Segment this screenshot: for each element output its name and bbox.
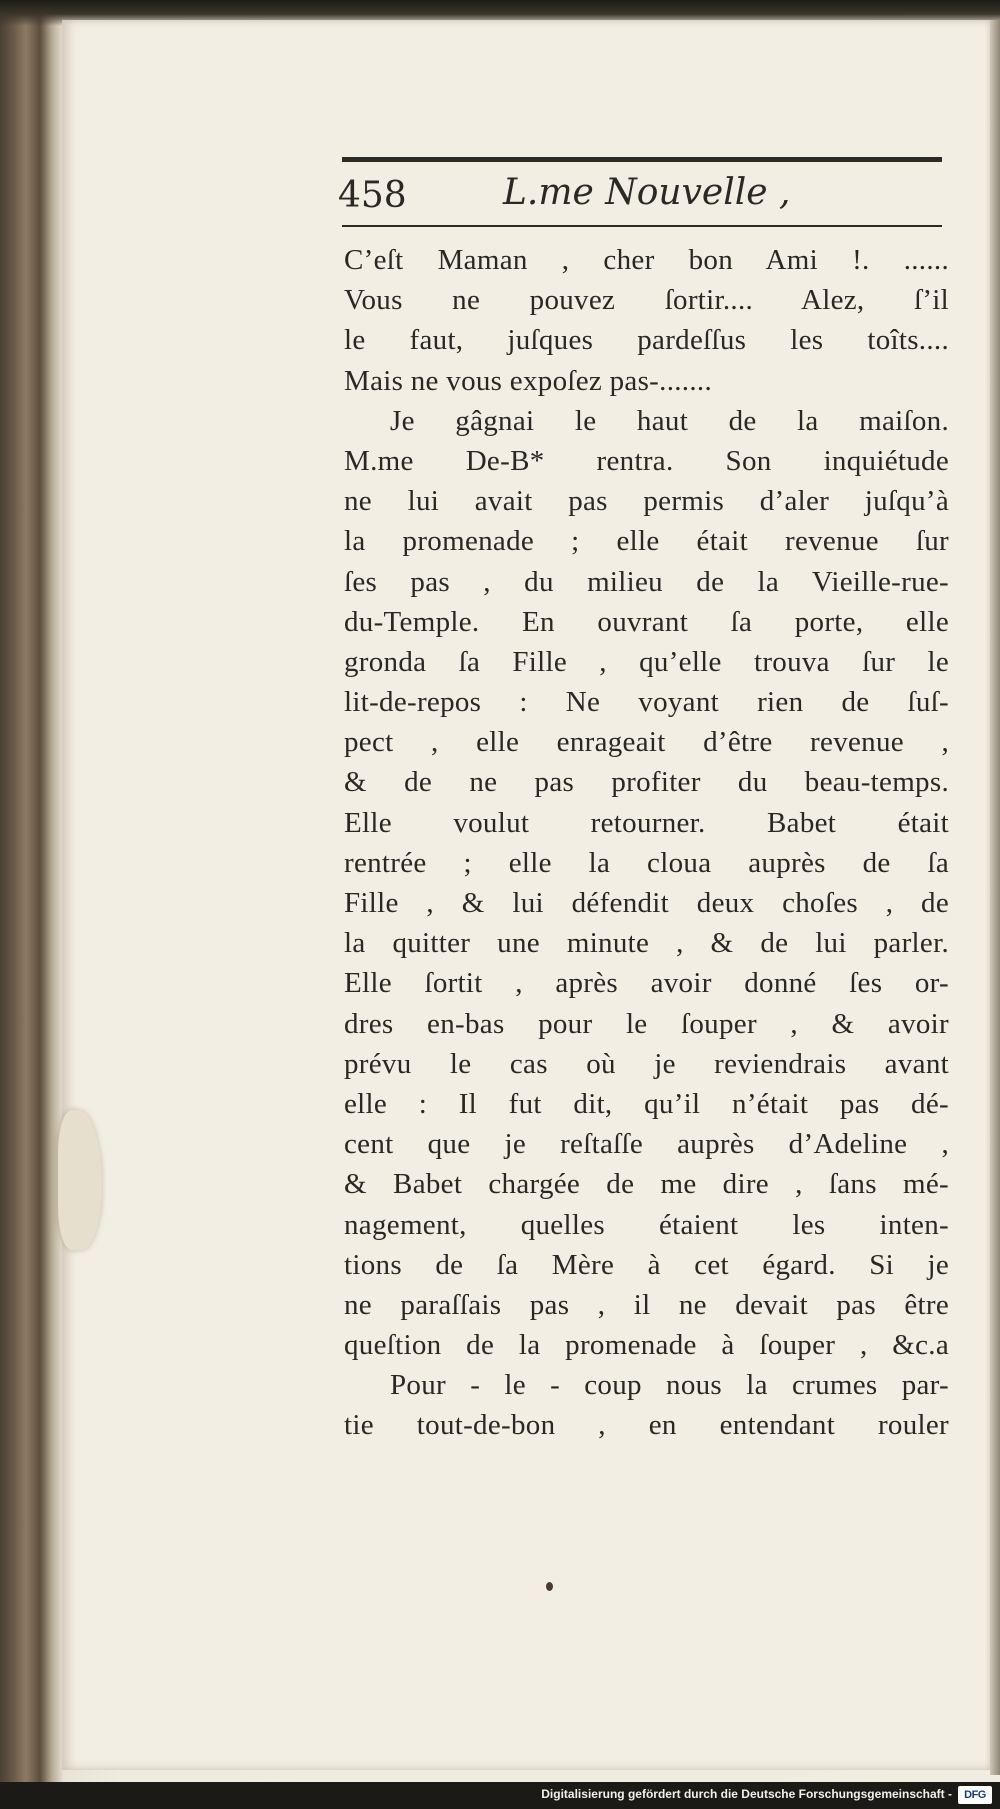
text-line-content: Vous ne pouvez ſortir.... Alez, ſ’il xyxy=(344,284,949,317)
text-line-content: C’eſt Maman , cher bon Ami !. ...... xyxy=(344,244,949,276)
text-line-content: queſtion de la promenade à ſouper , &c.a xyxy=(344,1329,949,1362)
text-line-content: Fille , & lui défendit deux choſes , de xyxy=(344,887,949,919)
text-line xyxy=(344,1044,949,1084)
running-head xyxy=(338,165,948,225)
text-line xyxy=(344,1004,949,1044)
text-line xyxy=(344,722,949,762)
text-line xyxy=(344,1365,949,1405)
text-line xyxy=(344,240,949,280)
text-line-content: le faut, juſques pardeſſus les toîts.... xyxy=(344,324,949,357)
text-line-content: gronda ſa Fille , qu’elle trouva ſur le xyxy=(344,645,949,678)
text-line xyxy=(344,441,949,481)
text-line-content: ne paraſſais pas , il ne devait pas être xyxy=(344,1288,949,1321)
text-line xyxy=(344,361,949,401)
text-line xyxy=(344,883,949,923)
header-rule-bottom xyxy=(342,225,942,227)
text-line-content: elle : Il fut dit, qu’il n’était pas dé- xyxy=(344,1087,949,1120)
text-line xyxy=(344,803,949,843)
footer-bar xyxy=(0,1782,1000,1809)
text-line xyxy=(344,1205,949,1245)
text-line xyxy=(344,642,949,682)
text-line xyxy=(344,401,949,441)
text-line-content: Elle ſortit , après avoir donné ſes or- xyxy=(344,967,949,1000)
text-line-content: du-Temple. En ouvrant ſa porte, elle xyxy=(344,605,949,638)
text-line xyxy=(344,1084,949,1124)
text-line xyxy=(344,280,949,320)
text-line-content: la quitter une minute , & de lui parler. xyxy=(344,927,949,960)
text-line xyxy=(344,602,949,642)
text-line xyxy=(344,923,949,963)
text-line xyxy=(344,1245,949,1285)
text-line-content: rentrée ; elle la cloua auprès de ſa xyxy=(344,846,949,879)
text-line xyxy=(344,1124,949,1164)
text-line xyxy=(344,682,949,722)
text-line-content: lit-de-repos : Ne voyant rien de ſuſ- xyxy=(344,686,949,719)
text-line-content: pect , elle enrageait d’être revenue , xyxy=(344,726,949,759)
text-line-content: prévu le cas où je reviendrais avant xyxy=(344,1047,949,1080)
text-line-content: tie tout-de-bon , en entendant rouler xyxy=(344,1409,949,1442)
page-number: 458 xyxy=(338,175,407,216)
ink-mark xyxy=(546,1582,553,1591)
body-text xyxy=(344,240,949,1446)
header-rule-top xyxy=(342,157,942,162)
text-line xyxy=(344,562,949,602)
dfg-logo: DFG xyxy=(958,1786,992,1804)
text-line-content: ne lui avait pas permis d’aler juſqu’à xyxy=(344,485,949,518)
text-line-content: nagement, quelles étaient les inten- xyxy=(344,1208,949,1241)
text-line-content: cent que je reſtaſſe auprès d’Adeline , xyxy=(344,1128,949,1161)
text-line xyxy=(344,1285,949,1325)
text-line-content: & Babet chargée de me dire , ſans mé- xyxy=(344,1168,949,1201)
text-line-content: Elle voulut retourner. Babet était xyxy=(344,806,949,839)
text-line xyxy=(344,320,949,360)
funding-credit: Digitalisierung gefördert durch die Deutsche Forschungsgemeinschaft - xyxy=(541,1787,952,1801)
text-line-content: tions de ſa Mère à cet égard. Si je xyxy=(344,1248,949,1281)
text-line xyxy=(344,762,949,802)
text-line xyxy=(344,481,949,521)
text-line xyxy=(344,521,949,561)
text-line xyxy=(344,963,949,1003)
text-line-content: Je gâgnai le haut de la maiſon. xyxy=(390,404,949,437)
text-line xyxy=(344,843,949,883)
text-line-content: la promenade ; elle était revenue ſur xyxy=(344,525,949,558)
page-edge xyxy=(990,20,1000,1775)
text-line-content: Mais ne vous expoſez pas-....... xyxy=(344,364,712,397)
text-line-content: Pour - le - coup nous la crumes par- xyxy=(390,1369,949,1402)
text-line-content: dres en-bas pour le ſouper , & avoir xyxy=(344,1007,949,1040)
text-line xyxy=(344,1164,949,1204)
text-line-content: & de ne pas profiter du beau-temps. xyxy=(344,766,949,799)
text-line xyxy=(344,1405,949,1445)
running-head-title: L.me Nouvelle , xyxy=(503,172,791,213)
text-line-content: ſes pas , du milieu de la Vieille-rue- xyxy=(344,565,949,598)
text-line xyxy=(344,1325,949,1365)
text-line-content: M.me De-B* rentra. Son inquiétude xyxy=(344,444,949,477)
